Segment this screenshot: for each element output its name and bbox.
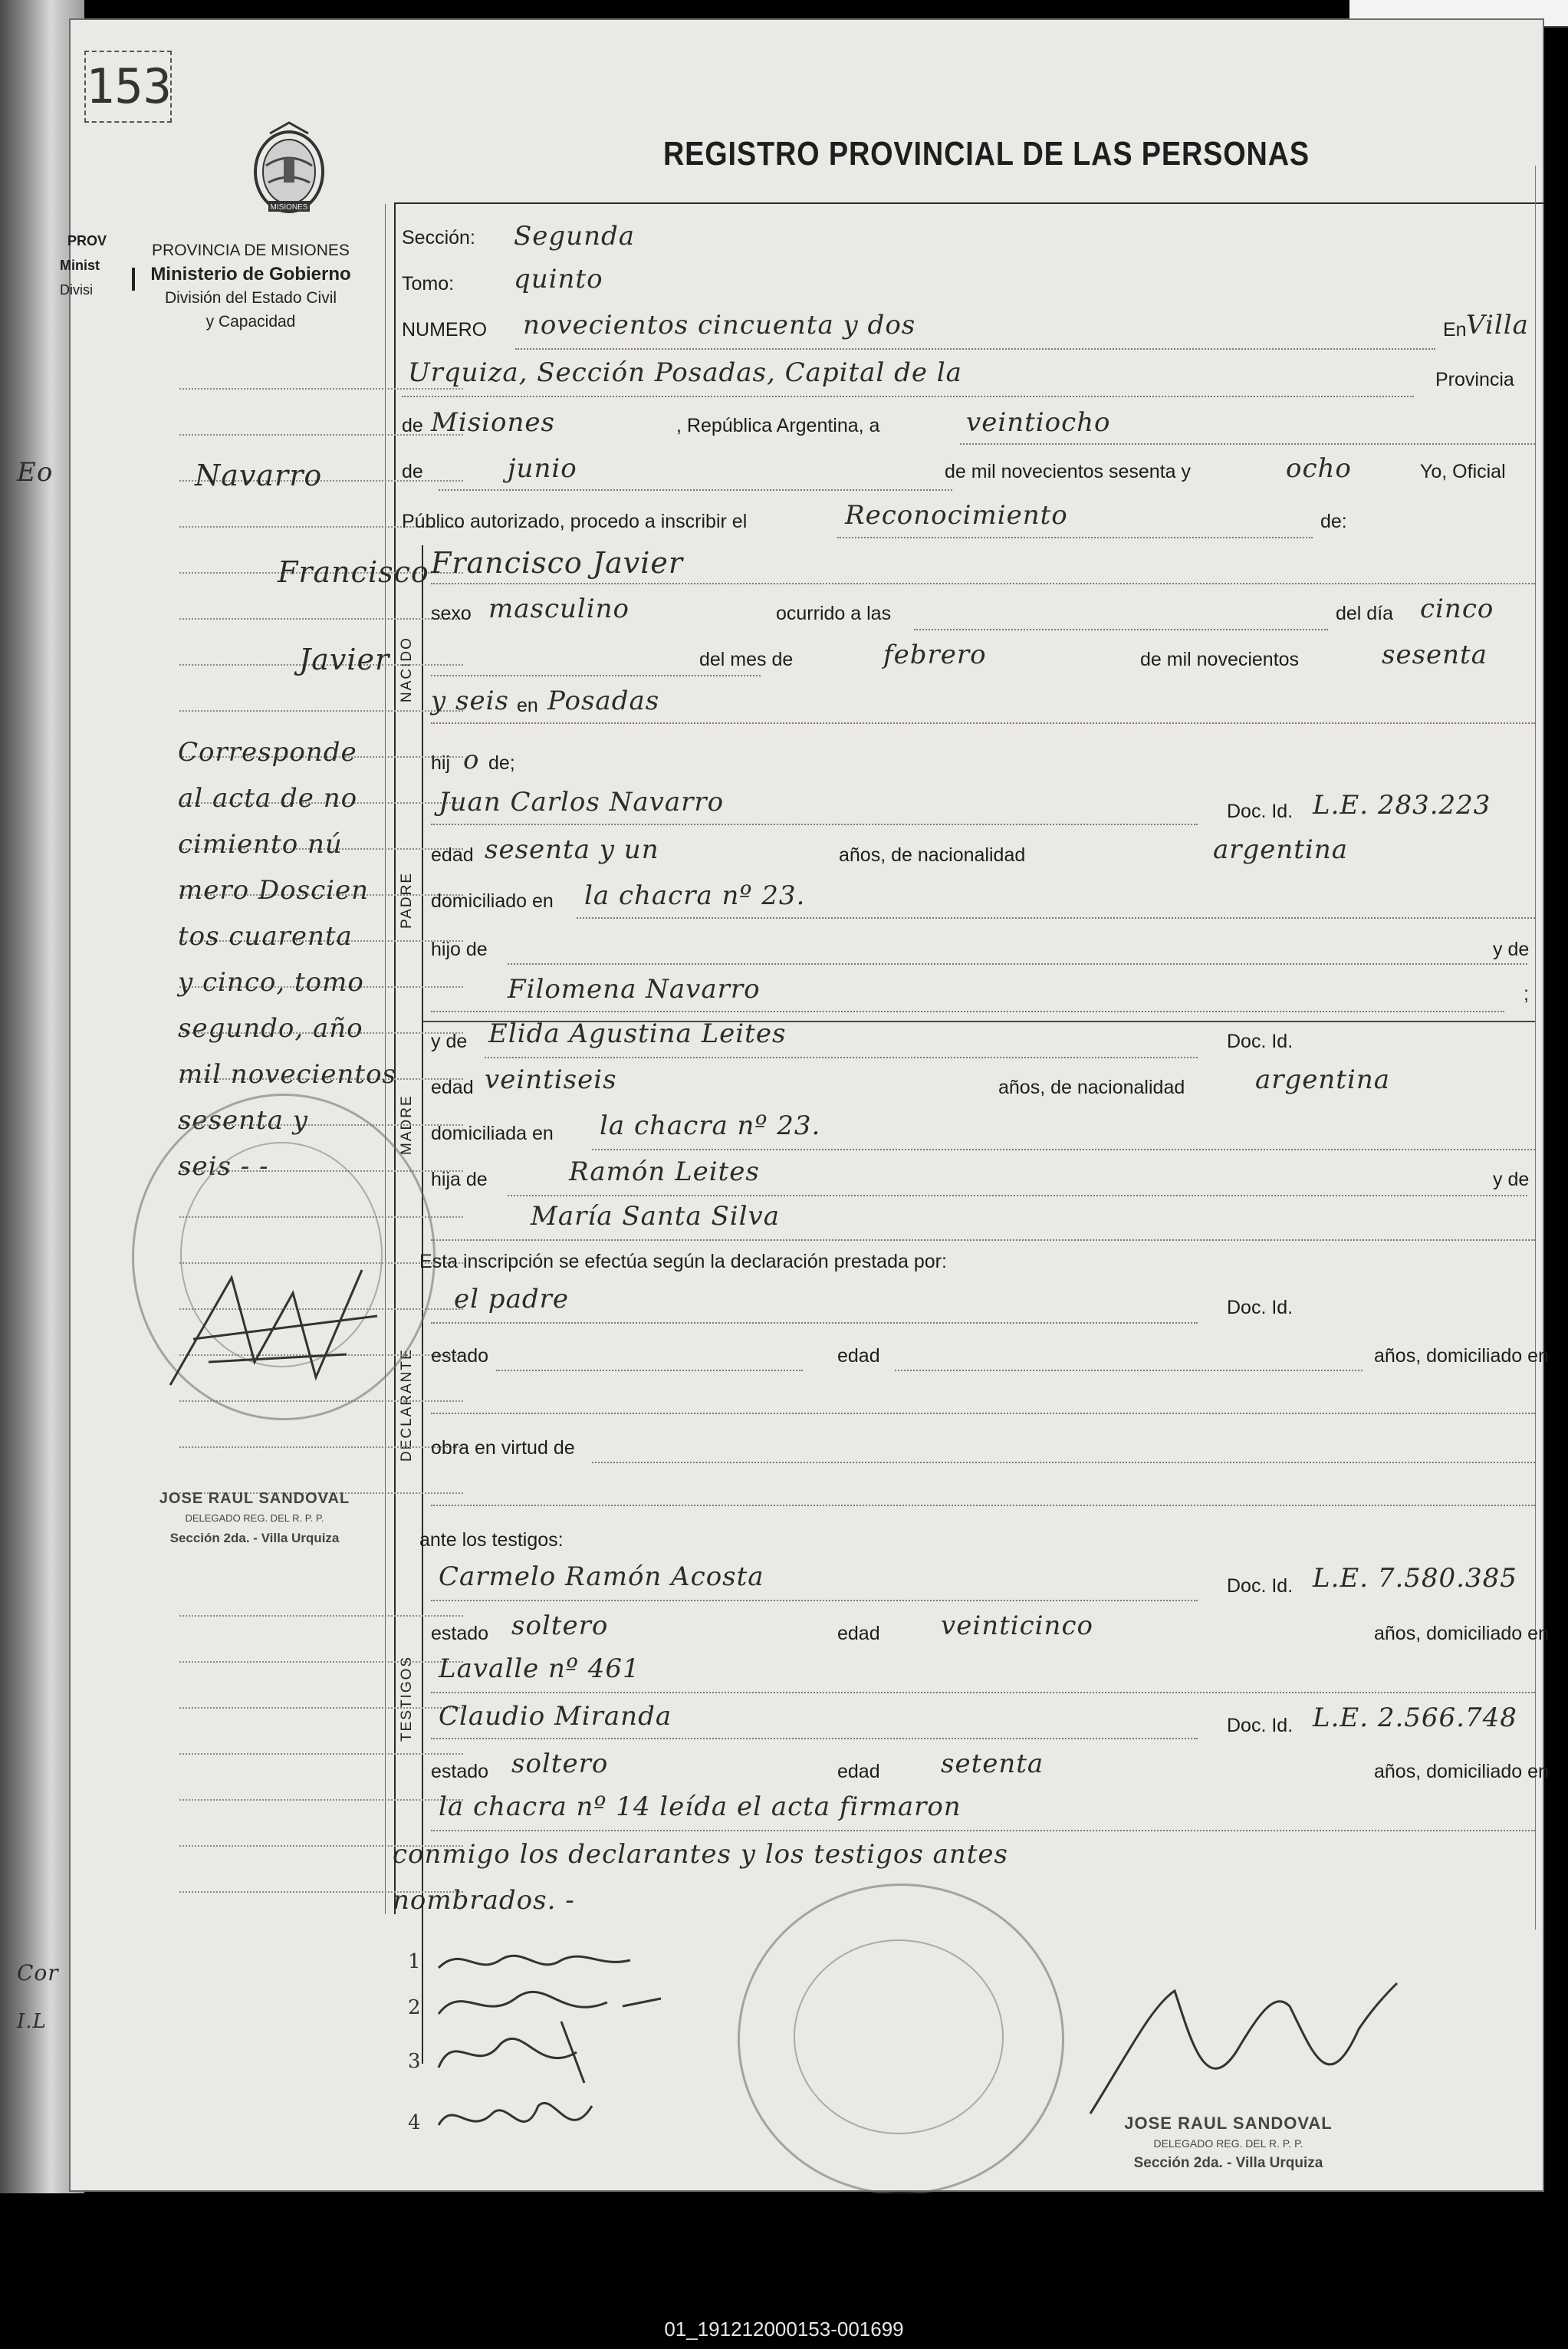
testigo1-doc-label: Doc. Id. — [1227, 1575, 1294, 1597]
register-page — [17, 18, 1549, 2192]
testigo1-domicilio-label: años, domiciliado en — [1374, 1623, 1549, 1644]
testigo2-edad-label: edad — [837, 1761, 880, 1782]
padre-edad-value: sesenta y un — [485, 834, 659, 865]
testigo2-doc-value: L.E. 2.566.748 — [1313, 1703, 1517, 1733]
nacido-en-label: en — [517, 695, 538, 716]
de2-label: de — [402, 461, 423, 482]
delegado-stamp-bottom: JOSE RAUL SANDOVAL DELEGADO REG. DEL R. P. P. Sección 2da. - Villa Urquiza — [1124, 2114, 1333, 2171]
madre-doc-label: Doc. Id. — [1227, 1031, 1294, 1052]
margin-rule — [179, 1707, 463, 1709]
ministry-province: PROVINCIA DE MISIONES — [152, 242, 350, 259]
testigo1-estado-label: estado — [431, 1623, 489, 1644]
nacido-anio-value: sesenta — [1382, 640, 1487, 670]
yo-oficial-label: Yo, Oficial — [1420, 461, 1506, 482]
mes-value: junio — [508, 453, 577, 484]
hijo-de-label: de; — [488, 752, 515, 774]
margin-rule — [179, 1661, 463, 1663]
provincia-value: Misiones — [431, 407, 555, 438]
madre-edad-label: edad — [431, 1077, 474, 1098]
margin-signature-scribble — [163, 1247, 393, 1416]
margin-note-line: sesenta y — [178, 1105, 308, 1136]
testigo2-domicilio-value: la chacra nº 14 leída el acta firmaron — [439, 1791, 962, 1822]
declarante-obra-label: obra en virtud de — [431, 1437, 575, 1459]
nacido-mil-label: de mil novecientos — [1140, 649, 1300, 670]
top-frame-line — [394, 202, 1544, 204]
testigo1-domicilio-value: Lavalle nº 461 — [439, 1653, 640, 1684]
numero-value: novecientos cincuenta y dos — [523, 310, 916, 341]
madre-mother-name: María Santa Silva — [531, 1201, 781, 1232]
section-label-madre: MADRE — [399, 1094, 415, 1155]
nacido-dia-value: cinco — [1420, 594, 1494, 624]
testigos-ante-label: ante los testigos: — [419, 1529, 564, 1551]
margin-first-name: Francisco — [278, 555, 429, 589]
margin-rule — [179, 1615, 463, 1617]
numero-label: NUMERO — [402, 319, 488, 341]
padre-nacionalidad-label: años, de nacionalidad — [839, 844, 1026, 866]
acto-value: Reconocimiento — [845, 500, 1068, 531]
declarante-intro: Esta inscripción se efectúa según la declaración prestada por: — [419, 1251, 947, 1272]
padre-doc-value: L.E. 283.223 — [1313, 790, 1491, 821]
ministry-name: Ministerio de Gobierno — [150, 264, 351, 285]
margin-rule — [179, 1753, 463, 1755]
section-label-padre: PADRE — [399, 871, 415, 929]
madre-domicilio-label: domiciliada en — [431, 1123, 554, 1144]
edge-fragment: I.L — [17, 2010, 47, 2033]
mes-label: del mes de — [699, 649, 794, 670]
testigo2-estado-value: soltero — [511, 1749, 609, 1779]
ministry-division: División del Estado Civil — [164, 289, 337, 307]
official-signature — [1083, 1960, 1405, 2129]
tomo-value: quinto — [514, 264, 603, 294]
margin-rule — [179, 710, 463, 712]
svg-text:1: 1 — [408, 1950, 421, 1973]
testigo1-name: Carmelo Ramón Acosta — [439, 1561, 764, 1592]
svg-text:3: 3 — [408, 2050, 421, 2073]
sexo-value: masculino — [488, 594, 630, 624]
closing-line-2: nombrados. - — [393, 1885, 575, 1916]
margin-note-line: seis - - — [178, 1151, 269, 1182]
margin-rule — [179, 618, 463, 620]
margin-rule — [179, 1446, 463, 1448]
image-reference-code: 01_191212000153-001699 — [664, 2318, 904, 2341]
padre-y-de-label: y de — [1493, 939, 1530, 960]
tomo-label: Tomo: — [402, 273, 455, 294]
edge-fragment: Minist — [60, 258, 100, 273]
testigo2-doc-label: Doc. Id. — [1227, 1715, 1294, 1736]
ministry-block — [117, 239, 385, 334]
padre-mother-name: Filomena Navarro — [508, 974, 761, 1005]
padre-semicolon: ; — [1524, 983, 1529, 1005]
margin-note-line: cimiento nú — [178, 829, 343, 860]
testigo1-edad-value: veinticinco — [941, 1610, 1093, 1641]
testigo2-domicilio-label: años, domiciliado en — [1374, 1761, 1549, 1782]
witness-signatures — [408, 1937, 745, 2190]
padre-domicilio-value: la chacra nº 23. — [584, 880, 806, 911]
nacido-anio-value-2: y seis — [431, 686, 509, 716]
madre-nacionalidad-value: argentina — [1255, 1064, 1391, 1095]
nacido-lugar-value: Posadas — [547, 686, 660, 716]
declarante-estado-label: estado — [431, 1345, 489, 1367]
edge-fragment: PROV — [67, 233, 107, 248]
right-frame-line — [1535, 166, 1536, 1930]
mil-label: de mil novecientos sesenta y — [945, 461, 1192, 482]
en-label: En — [1443, 319, 1467, 341]
de3-label: de: — [1320, 511, 1347, 532]
madre-y-de2-label: y de — [1493, 1169, 1530, 1190]
declarante-edad-label: edad — [837, 1345, 880, 1367]
margin-note-line: tos cuarenta — [178, 921, 353, 952]
svg-text:2: 2 — [408, 1996, 421, 2019]
closing-line-1: conmigo los declarantes y los testigos antes — [393, 1839, 1008, 1870]
madre-hija-de-label: hija de — [431, 1169, 488, 1190]
shield-label: MISIONES — [270, 203, 308, 212]
dia-value: veintiocho — [966, 407, 1111, 438]
section-label-testigos: TESTIGOS — [399, 1655, 415, 1742]
svg-text:4: 4 — [408, 2111, 421, 2134]
margin-surname: Navarro — [195, 459, 323, 492]
margin-note-line: segundo, año — [178, 1013, 363, 1044]
margin-note-line: mil novecientos — [178, 1059, 397, 1090]
provincial-shield-icon — [247, 120, 331, 219]
declarante-name: el padre — [454, 1284, 569, 1314]
padre-domicilio-label: domiciliado en — [431, 890, 554, 912]
seccion-value: Segunda — [514, 221, 636, 252]
ministry-capacity: y Capacidad — [205, 313, 296, 331]
padre-hijo-de-label: hijo de — [431, 939, 488, 960]
margin-rule — [179, 388, 463, 390]
place-line: Urquiza, Sección Posadas, Capital de la — [408, 357, 962, 388]
edge-fragment: Divisi — [60, 282, 93, 298]
testigo2-estado-label: estado — [431, 1761, 489, 1782]
section-label-nacido: NACIDO — [399, 637, 415, 702]
margin-rule — [179, 1799, 463, 1801]
padre-name: Juan Carlos Navarro — [439, 787, 725, 818]
republica-label: , República Argentina, a — [676, 415, 880, 436]
padre-nacionalidad-value: argentina — [1213, 834, 1349, 865]
de-label: de — [402, 415, 423, 436]
section-label-declarante: DECLARANTE — [399, 1348, 415, 1462]
declarante-domicilio-label: años, domiciliado en — [1374, 1345, 1549, 1367]
page-number-stamp: 153 — [84, 51, 172, 123]
provincia-label: Provincia — [1435, 369, 1514, 390]
madre-name: Elida Agustina Leites — [488, 1018, 787, 1049]
madre-edad-value: veintiseis — [485, 1064, 617, 1095]
testigo1-estado-value: soltero — [511, 1610, 609, 1641]
margin-note-line: al acta de no — [178, 783, 358, 814]
hijo-value: o — [463, 745, 480, 775]
testigo1-edad-label: edad — [837, 1623, 880, 1644]
anio-value: ocho — [1286, 453, 1352, 484]
bottom-official-seal — [738, 1883, 1064, 2195]
margin-second-name: Javier — [299, 643, 390, 676]
edge-fragment: Cor — [17, 1960, 59, 1985]
delegado-stamp-margin: JOSE RAUL SANDOVAL DELEGADO REG. DEL R. P. P. Sección 2da. - Villa Urquiza — [159, 1490, 350, 1545]
madre-y-de-label: y de — [431, 1031, 468, 1052]
madre-domicilio-value: la chacra nº 23. — [600, 1110, 821, 1141]
margin-note-line: mero Doscien — [178, 875, 370, 906]
madre-father-name: Ramón Leites — [569, 1156, 760, 1187]
margin-note-line: y cinco, tomo — [178, 967, 364, 998]
padre-edad-label: edad — [431, 844, 474, 866]
testigo2-edad-value: setenta — [941, 1749, 1044, 1779]
edge-fragment: Eo — [17, 457, 54, 488]
seccion-label: Sección: — [402, 227, 475, 248]
publico-label: Público autorizado, procedo a inscribir el — [402, 511, 748, 532]
testigo1-doc-value: L.E. 7.580.385 — [1313, 1563, 1517, 1594]
madre-nacionalidad-label: años, de nacionalidad — [998, 1077, 1185, 1098]
registered-name: Francisco Javier — [431, 546, 683, 580]
page-title: REGISTRO PROVINCIAL DE LAS PERSONAS — [662, 135, 1310, 173]
en-value: Villa — [1466, 310, 1529, 341]
padre-doc-label: Doc. Id. — [1227, 801, 1294, 822]
testigo2-name: Claudio Miranda — [439, 1701, 672, 1732]
del-dia-label: del día — [1336, 603, 1394, 624]
ocurrido-label: ocurrido a las — [776, 603, 892, 624]
sexo-label: sexo — [431, 603, 472, 624]
nacido-mes-value: febrero — [883, 640, 987, 670]
declarante-doc-label: Doc. Id. — [1227, 1297, 1294, 1318]
margin-note-line: Corresponde — [178, 737, 357, 768]
hijo-label: hij — [431, 752, 451, 774]
